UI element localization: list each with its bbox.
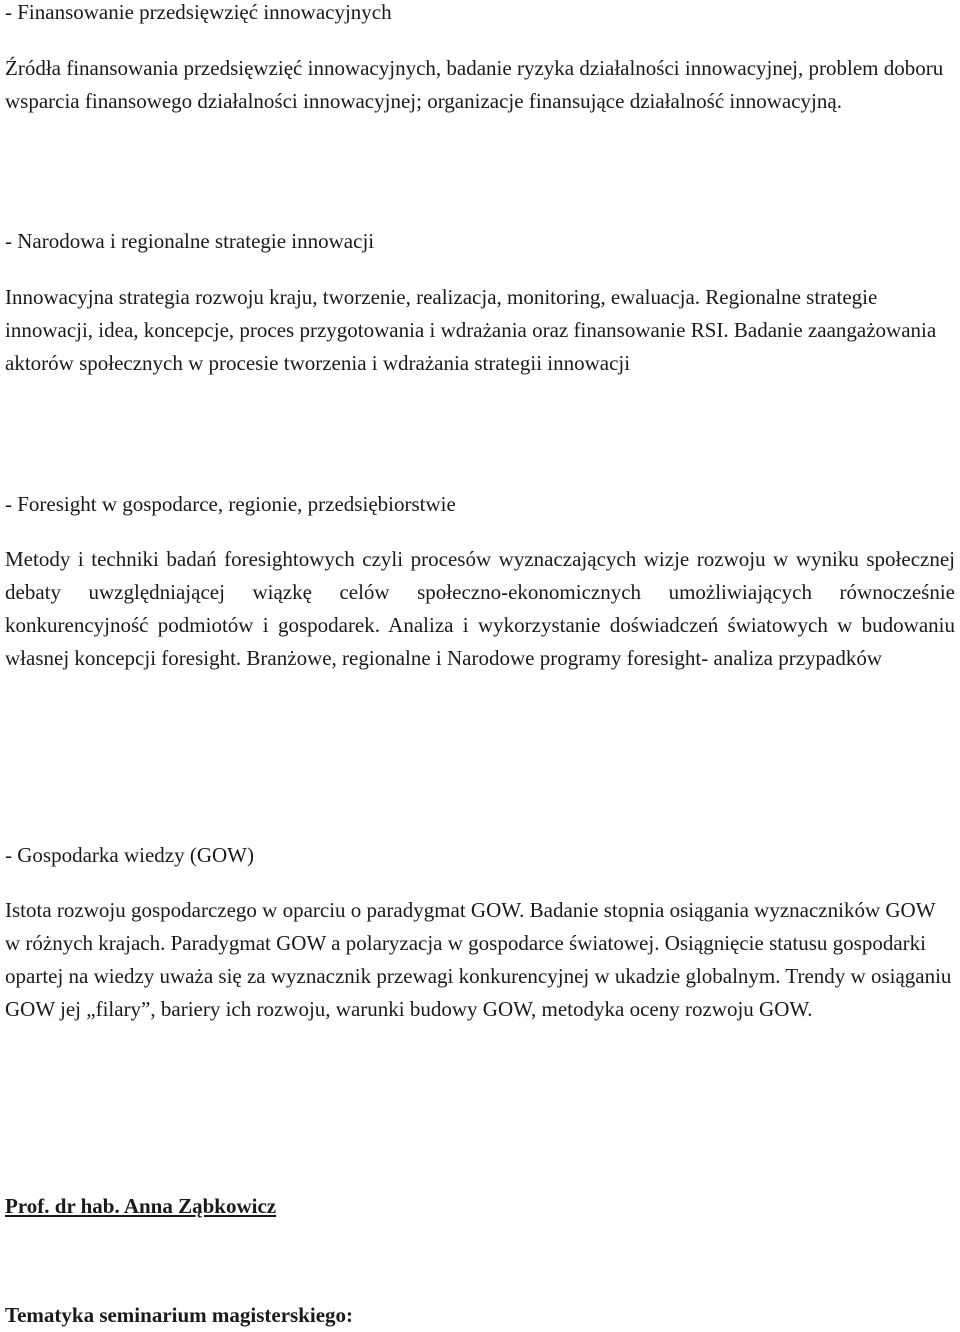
section-heading-knowledge-economy: - Gospodarka wiedzy (GOW) <box>5 843 254 867</box>
section-heading-financing: - Finansowanie przedsięwzięć innowacyjnych <box>5 0 392 24</box>
section-body-strategies: Innowacyjna strategia rozwoju kraju, tworzenie, realizacja, monitoring, ewaluacja. Regionalne strategie innowacji, idea, koncepcje, proces przygotowania i wdrażania oraz finansowanie RSI. Badanie zaangażowania aktorów społecznych w procesie tworzenia i wdrażania strategii innowacji <box>5 285 937 375</box>
author-name: Prof. dr hab. Anna Ząbkowicz <box>5 1194 277 1218</box>
section-heading-foresight: - Foresight w gospodarce, regionie, przedsiębiorstwie <box>5 492 456 516</box>
seminar-heading: Tematyka seminarium magisterskiego: <box>5 1303 354 1327</box>
section-body-knowledge-economy: Istota rozwoju gospodarczego w oparciu o paradygmat GOW. Badanie stopnia osiągania wyznaczników GOW w różnych krajach. Paradygmat GOW a polaryzacja w gospodarce światowej. Osiągnięcie statusu gospodarki opartej na wiedzy uważa się za wyznacznik przewagi konkurencyjnej w ukadzie globalnym. Trendy w osiąganiu GOW jej „filary”, bariery ich rozwoju, warunki budowy GOW, metodyka oceny rozwoju GOW. <box>5 898 952 1021</box>
section-heading-strategies: - Narodowa i regionalne strategie innowacji <box>5 229 375 253</box>
section-body-foresight: Metody i techniki badań foresightowych czyli procesów wyznaczających wizje rozwoju w wyniku społecznej debaty uwzględniającej wiązkę celów społeczno-ekonomicznych umożliwiających równocześnie konkurencyjność podmiotów i gospodarek. Analiza i wykorzystanie doświadczeń światowych w budowaniu własnej koncepcji foresight. Branżowe, regionalne i Narodowe programy foresight- analiza przypadków <box>5 547 955 670</box>
section-body-financing: Źródła finansowania przedsięwzięć innowacyjnych, badanie ryzyka działalności innowacyjnej, problem doboru wsparcia finansowego działalności innowacyjnej; organizacje finansujące działalność innowacyjną. <box>5 56 944 113</box>
